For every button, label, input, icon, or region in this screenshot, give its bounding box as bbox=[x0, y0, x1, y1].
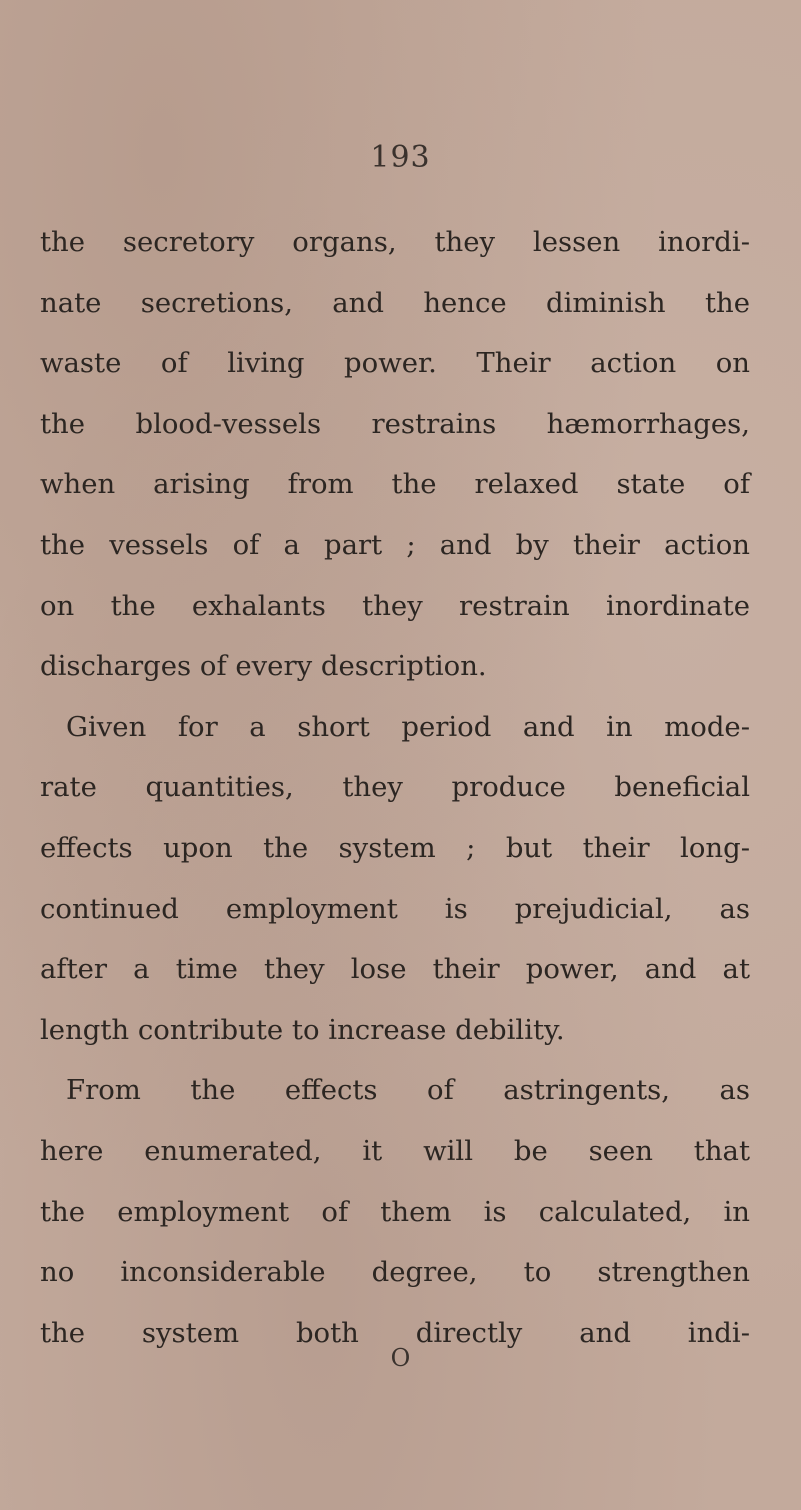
text-line: rate quantities, they produce beneficial bbox=[40, 771, 750, 804]
paragraph-start-line: From the effects of astringents, as bbox=[66, 1074, 750, 1107]
text-line: no inconsiderable degree, to strengthen bbox=[40, 1256, 750, 1289]
text-line: continued employment is prejudicial, as bbox=[40, 892, 750, 925]
text-line: the secretory organs, they lessen inordi- bbox=[40, 226, 750, 258]
text-line: when arising from the relaxed state of bbox=[40, 468, 750, 501]
text-line: waste of living power. Their action on bbox=[40, 347, 750, 380]
text-line: the system both directly and indi- bbox=[40, 1316, 750, 1349]
text-line: after a time they lose their power, and at bbox=[40, 953, 750, 986]
text-line: nate secretions, and hence diminish the bbox=[40, 286, 750, 319]
text-line: effects upon the system ; but their long- bbox=[40, 831, 750, 864]
paragraph-start-line: Given for a short period and in mode- bbox=[66, 710, 750, 743]
text-line: the blood-vessels restrains hæmorrhages, bbox=[40, 407, 750, 440]
page-number: 193 bbox=[370, 140, 431, 175]
text-line: the employment of them is calculated, in bbox=[40, 1195, 750, 1228]
body-text bbox=[40, 222, 750, 1373]
text-line: discharges of every description. bbox=[40, 650, 487, 683]
text-line: on the exhalants they restrain inordinate bbox=[40, 589, 750, 622]
text-line: the vessels of a part ; and by their action bbox=[40, 528, 750, 561]
text-line: here enumerated, it will be seen that bbox=[40, 1134, 750, 1167]
text-line: length contribute to increase debility. bbox=[40, 1013, 565, 1046]
signature-mark: O bbox=[390, 1344, 411, 1372]
